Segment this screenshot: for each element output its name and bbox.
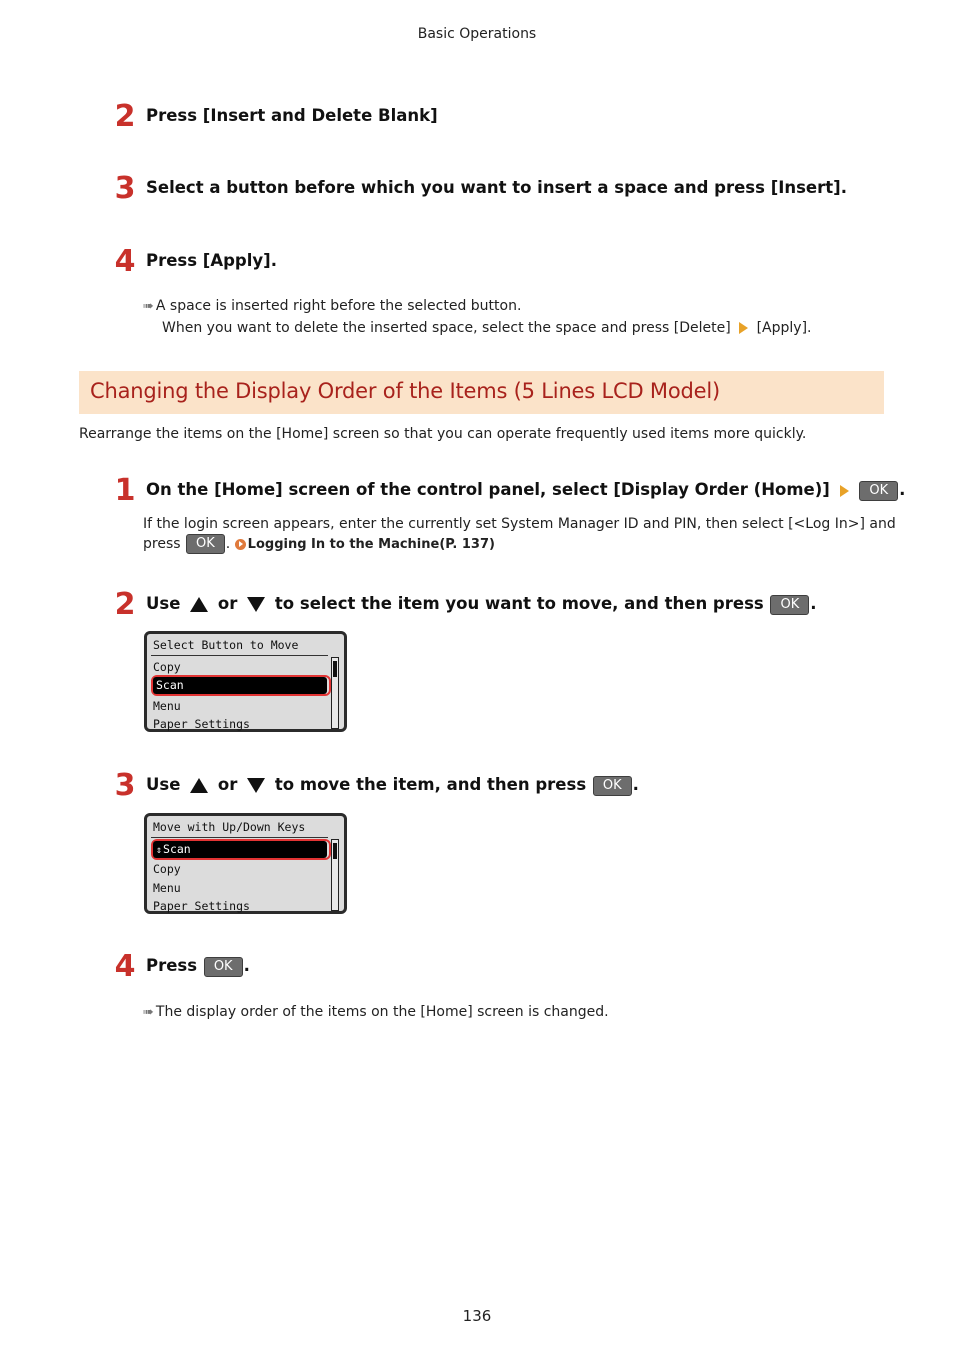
step-label: Press (146, 956, 198, 975)
lcd-item-paper-settings: Paper Settings (153, 899, 250, 913)
lcd-scrollbar (331, 657, 339, 729)
lcd-screen-select-button (144, 631, 347, 732)
lcd-title: Move with Up/Down Keys (153, 820, 306, 834)
step-label: to select the item you want to move, and then press (274, 594, 764, 613)
punctuation: . (632, 775, 639, 794)
arrow-right-icon (840, 485, 849, 497)
down-key-icon (247, 778, 265, 793)
section-title: Changing the Display Order of the Items (5 Lines LCD Model) (90, 379, 720, 403)
lcd-item-paper-settings: Paper Settings (153, 717, 250, 731)
ok-key-icon: OK (770, 595, 809, 615)
step-text: Select a button before which you want to insert a space and press [Insert]. (146, 178, 847, 197)
step-text: Press [Insert and Delete Blank] (146, 106, 438, 125)
note-text: press (143, 536, 181, 552)
lcd-item-copy: Copy (153, 862, 181, 876)
punctuation: . (810, 594, 817, 613)
ok-key-icon: OK (593, 776, 632, 796)
step-number: 1 (114, 473, 136, 508)
step-label: On the [Home] screen of the control panel, select [Display Order (Home)] (146, 480, 830, 499)
lcd-title: Select Button to Move (153, 638, 299, 652)
step-text (146, 479, 905, 501)
lcd-divider (151, 837, 328, 838)
login-link[interactable]: Logging In to the Machine(P. 137) (247, 537, 495, 552)
step-label: or (217, 594, 238, 613)
login-note-line2 (143, 533, 495, 556)
up-down-icon: ⇕ (156, 845, 163, 856)
step-label: to move the item, and then press (274, 775, 587, 794)
result-note (143, 1001, 609, 1024)
step-label: Use (146, 775, 181, 794)
lcd-item-menu: Menu (153, 699, 181, 713)
result-text: A space is inserted right before the selected button. (155, 298, 522, 314)
section-heading-bar (79, 371, 884, 414)
step-number: 3 (114, 768, 136, 803)
page-header: Basic Operations (417, 26, 537, 42)
login-note-line1: If the login screen appears, enter the currently set System Manager ID and PIN, then select [<Log In>] and (143, 516, 896, 532)
punctuation: . (899, 480, 906, 499)
step-label: or (217, 775, 238, 794)
step-number: 3 (114, 171, 136, 206)
ok-key-icon: OK (204, 957, 243, 977)
lcd-item-copy: Copy (153, 660, 181, 674)
step-number: 2 (114, 587, 136, 622)
arrow-right-icon (739, 322, 748, 334)
lcd-divider (151, 655, 328, 656)
lcd-screen-move-item (144, 813, 347, 914)
lcd-item-scan-selected: Scan (153, 677, 327, 694)
section-intro: Rearrange the items on the [Home] screen so that you can operate frequently used items more quickly. (79, 426, 807, 442)
step-text (146, 593, 817, 615)
result-note (143, 295, 521, 318)
step-number: 2 (114, 99, 136, 134)
result-arrow-icon: ➠ (143, 1005, 154, 1020)
lcd-item-label: Scan (163, 842, 191, 856)
note-text: [Apply]. (756, 320, 812, 336)
punctuation: . (243, 956, 250, 975)
step-label: Use (146, 594, 181, 613)
punctuation: . (225, 536, 231, 552)
up-key-icon (190, 778, 208, 793)
ok-key-icon: OK (186, 534, 225, 554)
page-number: 136 (462, 1307, 492, 1325)
up-key-icon (190, 597, 208, 612)
step-number: 4 (114, 244, 136, 279)
note-text: When you want to delete the inserted space, select the space and press [Delete] (162, 320, 731, 336)
step-number: 4 (114, 949, 136, 984)
lcd-scrollbar (331, 839, 339, 911)
lcd-scroll-thumb (333, 843, 337, 859)
step-text: Press [Apply]. (146, 251, 277, 270)
lcd-scroll-thumb (333, 661, 337, 677)
ok-key-icon: OK (859, 481, 898, 501)
step-text (146, 955, 250, 977)
step-text (146, 774, 639, 796)
delete-space-note (162, 317, 812, 339)
result-text: The display order of the items on the [Home] screen is changed. (155, 1004, 609, 1020)
result-arrow-icon: ➠ (143, 299, 154, 314)
down-key-icon (247, 597, 265, 612)
lcd-item-menu: Menu (153, 881, 181, 895)
lcd-item-scan-moving (153, 841, 327, 858)
link-arrow-icon (235, 539, 246, 550)
